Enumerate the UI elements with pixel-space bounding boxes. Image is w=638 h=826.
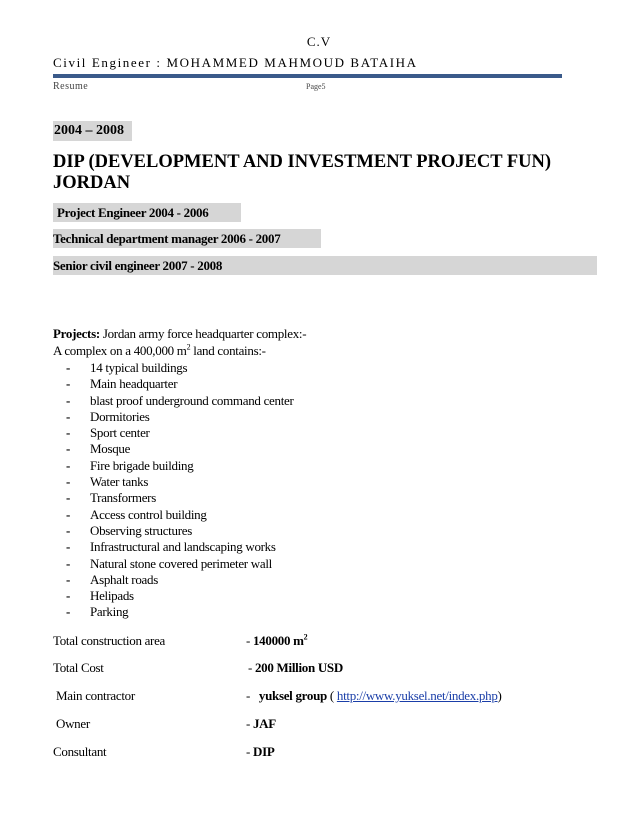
list-item: [66, 539, 294, 555]
contractor-website-link[interactable]: http://www.yuksel.net/index.php: [336, 688, 498, 703]
list-item-text: Infrastructural and landscaping works: [90, 539, 276, 555]
area-number: 140000 m: [252, 633, 304, 648]
list-item-text: Access control building: [90, 506, 207, 522]
list-item-text: Fire brigade building: [90, 457, 194, 473]
header-name-line: Civil Engineer : MOHAMMED MAHMOUD BATAIHA: [53, 55, 418, 70]
contractor-dash: -: [246, 688, 259, 703]
consultant-value: [246, 743, 274, 761]
list-item-text: 14 typical buildings: [90, 360, 188, 375]
list-item-text: blast proof underground command center: [90, 392, 294, 408]
contractor-paren-open: (: [326, 688, 337, 703]
contractor-paren-close: ): [497, 688, 502, 703]
role-item: Project Engineer 2004 - 2006: [53, 203, 241, 222]
list-item-text: Dormitories: [90, 408, 150, 424]
contractor-name: yuksel group: [258, 688, 327, 703]
page-number: Page5: [306, 82, 326, 91]
list-item: [66, 474, 294, 490]
bullet-dash: -: [66, 360, 71, 375]
role-item: Senior civil engineer 2007 - 2008: [53, 256, 597, 275]
owner-value: [246, 715, 276, 733]
list-item-text: Transformers: [90, 490, 156, 506]
cv-title: C.V: [306, 34, 332, 49]
list-item: [66, 556, 294, 572]
bullet-dash: -: [66, 588, 71, 604]
construction-area-label: Total construction area: [53, 633, 166, 648]
list-item: [66, 425, 294, 441]
construction-area-row: [53, 632, 613, 650]
consultant-label: Consultant: [53, 744, 107, 759]
project-components-list: [66, 360, 294, 621]
list-item-text: Mosque: [90, 441, 131, 457]
bullet-dash: -: [66, 425, 71, 441]
employment-period: 2004 – 2008: [53, 121, 132, 141]
list-item-text: Observing structures: [90, 522, 192, 538]
owner-label: Owner: [56, 716, 90, 731]
bullet-dash: -: [66, 506, 71, 522]
project-name: Jordan army force headquarter complex:-: [102, 326, 307, 341]
list-item-text: Water tanks: [90, 474, 149, 490]
consultant-row: [53, 743, 613, 761]
project-intro: [53, 343, 266, 359]
list-item: [66, 604, 294, 620]
bullet-dash: -: [66, 474, 71, 490]
main-contractor-row: [53, 687, 613, 705]
company-name: DIP (DEVELOPMENT AND INVESTMENT PROJECT FUN): [53, 152, 552, 172]
bullet-dash: -: [66, 571, 71, 587]
cost-dash: -: [248, 660, 255, 675]
consultant-name: DIP: [252, 744, 275, 759]
bullet-dash: -: [66, 376, 71, 392]
bullet-dash: -: [66, 392, 71, 408]
bullet-dash: -: [66, 408, 71, 424]
list-item: [66, 458, 294, 474]
list-item-text: Natural stone covered perimeter wall: [90, 555, 272, 571]
list-item: [66, 572, 294, 588]
projects-line: [53, 326, 306, 342]
list-item: [66, 360, 294, 376]
company-heading: [53, 152, 598, 194]
total-cost-row: [53, 659, 613, 677]
total-cost-value: [248, 659, 343, 677]
list-item: [66, 376, 294, 392]
main-contractor-value: [246, 687, 502, 705]
projects-label: Projects:: [53, 326, 100, 341]
bullet-dash: -: [66, 441, 71, 457]
bullet-dash: -: [66, 604, 71, 620]
construction-area-value: [246, 632, 307, 650]
total-cost-label: Total Cost: [53, 660, 104, 675]
list-item: [66, 393, 294, 409]
intro-superscript: 2: [186, 342, 191, 352]
header-rule: [53, 74, 562, 78]
company-country: JORDAN: [53, 173, 131, 193]
area-dash: -: [246, 633, 253, 648]
bullet-dash: -: [66, 457, 71, 473]
intro-prefix: A complex on a 400,000 m: [53, 343, 187, 358]
owner-dash: -: [246, 716, 253, 731]
list-item-text: Main headquarter: [90, 376, 178, 392]
owner-name: JAF: [252, 716, 276, 731]
list-item: [66, 507, 294, 523]
list-item-text: Asphalt roads: [90, 571, 158, 587]
list-item-text: Parking: [90, 604, 129, 620]
bullet-dash: -: [66, 490, 71, 506]
list-item: [66, 588, 294, 604]
consultant-dash: -: [246, 744, 253, 759]
area-superscript: 2: [303, 632, 308, 642]
bullet-dash: -: [66, 539, 71, 555]
list-item: [66, 441, 294, 457]
list-item: [66, 490, 294, 506]
bullet-dash: -: [66, 522, 71, 538]
list-item: [66, 409, 294, 425]
cost-amount: 200 Million USD: [254, 660, 343, 675]
list-item-text: Sport center: [90, 425, 150, 441]
owner-row: [53, 715, 613, 733]
list-item-text: Helipads: [90, 588, 134, 604]
resume-label: Resume: [53, 81, 89, 92]
main-contractor-label: Main contractor: [56, 688, 135, 703]
list-item: [66, 523, 294, 539]
role-item: Technical department manager 2006 - 2007: [53, 229, 321, 248]
bullet-dash: -: [66, 555, 71, 571]
intro-suffix: land contains:-: [190, 343, 266, 358]
